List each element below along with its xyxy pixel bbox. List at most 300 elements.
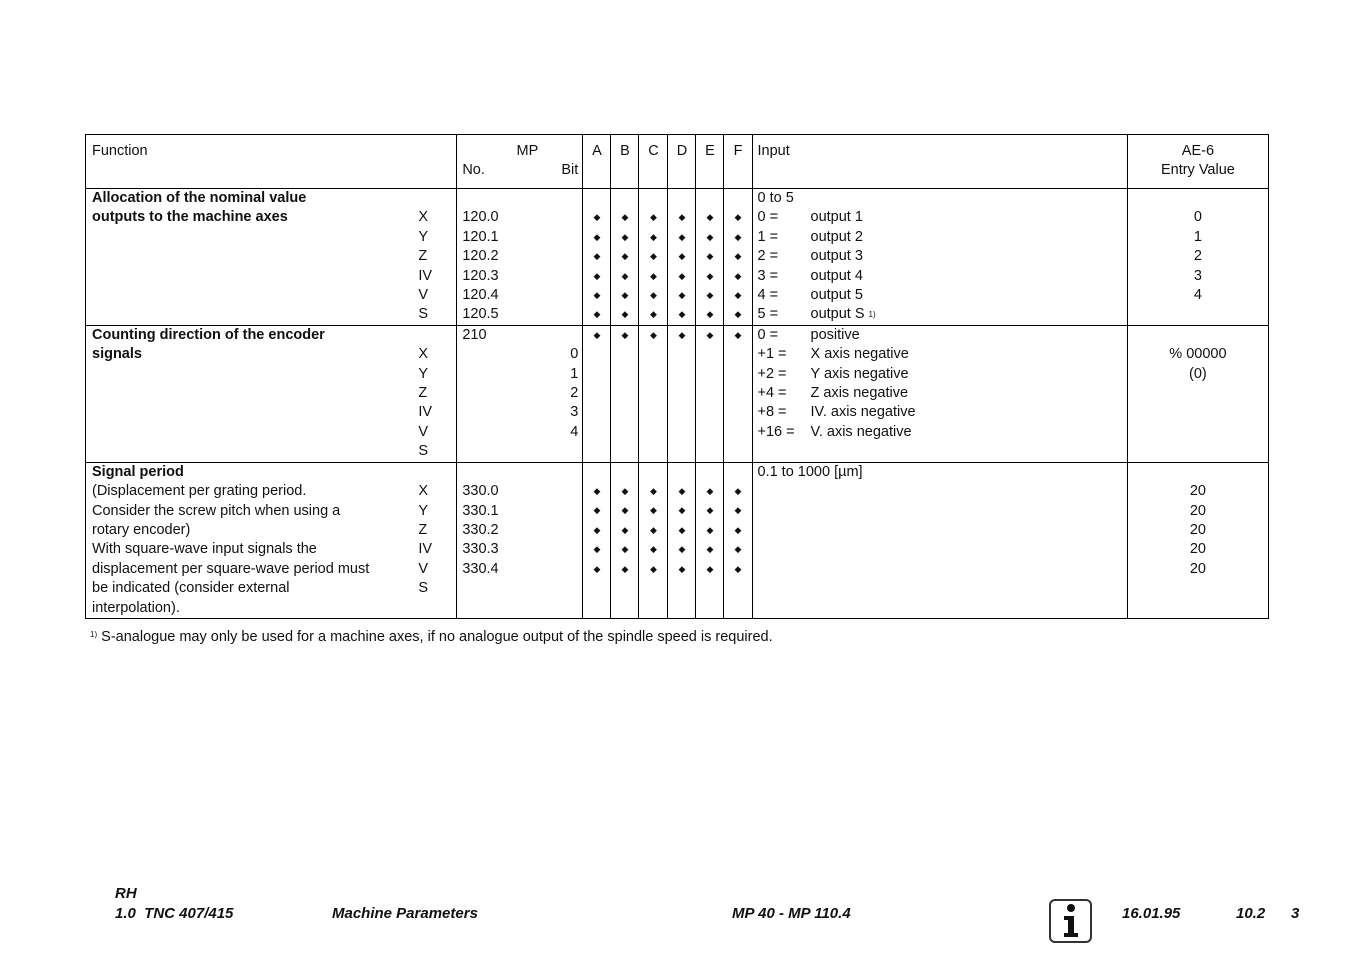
mp-number — [462, 365, 532, 384]
diamond-marker — [639, 442, 667, 461]
diamond-marker — [583, 345, 610, 364]
diamond-marker: ◆ — [621, 329, 629, 340]
diamond-marker — [639, 189, 667, 208]
entry-value: 0 — [1193, 209, 1202, 226]
diamond-marker — [724, 365, 751, 384]
diamond-marker: ◆ — [678, 231, 686, 242]
diamond-marker: ◆ — [593, 486, 601, 497]
diamond-marker — [583, 403, 610, 422]
diamond-marker: ◆ — [649, 486, 657, 497]
diamond-marker — [668, 463, 695, 482]
mp-number — [462, 579, 532, 598]
mp-bit: 1 — [570, 365, 579, 382]
table-row — [86, 325, 1269, 462]
col-e-cell — [696, 189, 724, 326]
col-c-cell — [639, 189, 668, 326]
entry-value: 20 — [1189, 483, 1206, 500]
diamond-marker: ◆ — [678, 289, 686, 300]
footer-chapter: 10.2 — [1236, 905, 1266, 922]
axis-column — [418, 463, 456, 618]
input-code — [758, 521, 811, 540]
mp-bit — [532, 560, 578, 579]
mp-number — [462, 403, 532, 422]
diamond-marker — [611, 463, 638, 482]
entry-value — [1128, 579, 1268, 598]
mp-number: 120.4 — [462, 287, 499, 304]
diamond-marker — [724, 442, 751, 461]
diamond-marker: ◆ — [678, 251, 686, 262]
mp-number: 120.5 — [462, 306, 499, 323]
header-mp-label: MP — [516, 143, 539, 159]
diamond-marker: ◆ — [621, 544, 629, 555]
entry-value-cell — [1127, 462, 1268, 618]
col-b-cell — [611, 462, 639, 618]
mp-bit — [532, 521, 578, 540]
diamond-marker: ◆ — [649, 505, 657, 516]
header-col-a: A — [583, 135, 611, 189]
diamond-marker: ◆ — [593, 524, 601, 535]
mp-bit — [532, 286, 578, 305]
mp-bit — [532, 502, 578, 521]
axis-label: X — [418, 483, 428, 500]
footer-section: Machine Parameters — [332, 905, 478, 922]
input-line — [758, 267, 1127, 286]
entry-value: 2 — [1193, 248, 1202, 265]
mp-bit: 4 — [570, 423, 579, 440]
mp-number — [462, 599, 532, 618]
diamond-marker: ◆ — [734, 309, 742, 320]
diamond-marker: ◆ — [706, 563, 714, 574]
diamond-marker: ◆ — [734, 231, 742, 242]
mp-line — [462, 599, 582, 618]
diamond-marker — [724, 423, 751, 442]
col-b-cell — [611, 189, 639, 326]
function-cell — [86, 462, 457, 618]
diamond-marker — [611, 442, 638, 461]
diamond-marker: ◆ — [706, 505, 714, 516]
footer-date: 16.01.95 — [1122, 905, 1181, 922]
diamond-marker — [611, 384, 638, 403]
diamond-marker: ◆ — [678, 563, 686, 574]
input-text: output S — [810, 306, 865, 323]
mp-number: 210 — [462, 326, 487, 343]
diamond-marker — [696, 189, 723, 208]
mp-line — [462, 521, 582, 540]
footer-author: RH — [115, 885, 137, 902]
col-d-cell — [668, 325, 696, 462]
diamond-marker — [583, 365, 610, 384]
diamond-marker — [639, 384, 667, 403]
mp-line — [462, 305, 582, 324]
mp-number: 120.3 — [462, 267, 499, 284]
input-code: 1 = — [757, 228, 779, 245]
axis-label: IV — [418, 267, 433, 284]
mp-number: 120.1 — [462, 228, 499, 245]
function-text — [92, 189, 418, 325]
diamond-marker: ◆ — [706, 524, 714, 535]
mp-line — [462, 267, 582, 286]
axis-label: Y — [418, 502, 428, 519]
input-range: 0 to 5 — [757, 190, 794, 206]
diamond-marker: ◆ — [621, 251, 629, 262]
input-line — [758, 326, 1127, 345]
diamond-marker — [639, 345, 667, 364]
col-d-cell — [668, 462, 696, 618]
axis-label — [418, 326, 456, 345]
input-range: 0.1 to 1000 [µm] — [757, 463, 863, 480]
diamond-marker: ◆ — [734, 563, 742, 574]
input-code — [758, 560, 811, 579]
mp-line — [462, 463, 582, 482]
diamond-marker: ◆ — [649, 329, 657, 340]
diamond-marker: ◆ — [734, 524, 742, 535]
diamond-marker: ◆ — [593, 309, 601, 320]
mp-number: 120.0 — [462, 209, 499, 226]
input-text: Z axis negative — [810, 385, 909, 402]
mp-line — [462, 560, 582, 579]
diamond-marker: ◆ — [593, 544, 601, 555]
diamond-marker: ◆ — [734, 270, 742, 281]
footnote — [90, 629, 773, 645]
diamond-marker — [583, 442, 610, 461]
input-text: output 3 — [810, 248, 863, 265]
axis-label: S — [418, 580, 428, 597]
entry-value: 20 — [1189, 560, 1206, 577]
col-e-cell — [696, 325, 724, 462]
mp-number — [462, 345, 532, 364]
input-cell — [752, 462, 1127, 618]
input-text: output 2 — [810, 228, 863, 245]
diamond-marker: ◆ — [593, 231, 601, 242]
axis-label: IV — [418, 541, 433, 558]
diamond-marker — [611, 598, 638, 617]
diamond-marker — [724, 463, 751, 482]
diamond-marker — [639, 598, 667, 617]
mp-bit — [532, 442, 578, 461]
axis-label: Z — [418, 521, 428, 538]
diamond-marker — [668, 365, 695, 384]
diamond-marker: ◆ — [649, 270, 657, 281]
function-title-line: Allocation of the nominal value — [92, 190, 307, 206]
diamond-marker — [668, 403, 695, 422]
diamond-marker: ◆ — [621, 212, 629, 223]
diamond-marker: ◆ — [621, 486, 629, 497]
diamond-marker — [724, 598, 751, 617]
mp-bit: 3 — [570, 404, 579, 421]
mp-line — [462, 326, 582, 345]
entry-value: 20 — [1189, 502, 1206, 519]
diamond-marker — [639, 423, 667, 442]
input-code: +4 = — [757, 385, 787, 402]
diamond-marker — [668, 345, 695, 364]
axis-label: V — [418, 560, 428, 577]
mp-number — [462, 384, 532, 403]
diamond-marker: ◆ — [678, 309, 686, 320]
header-mp-bit: Bit — [561, 162, 579, 179]
input-line — [758, 540, 1127, 559]
entry-value — [1128, 305, 1268, 324]
input-line — [758, 579, 1127, 598]
input-text: output 5 — [810, 287, 863, 304]
col-f-cell — [724, 325, 752, 462]
mp-line — [462, 442, 582, 461]
diamond-marker: ◆ — [706, 544, 714, 555]
footer-range: MP 40 - MP 110.4 — [732, 905, 851, 922]
mp-bit — [532, 189, 578, 208]
diamond-marker: ◆ — [593, 270, 601, 281]
function-desc-line: interpolation). — [92, 599, 180, 616]
mp-cell — [457, 189, 583, 326]
entry-value: 20 — [1189, 521, 1206, 538]
function-text — [92, 463, 418, 618]
diamond-marker — [611, 365, 638, 384]
diamond-marker: ◆ — [678, 505, 686, 516]
diamond-marker — [668, 579, 695, 598]
mp-line — [462, 247, 582, 266]
header-function-label: Function — [92, 143, 148, 159]
entry-value: 1 — [1193, 228, 1202, 245]
mp-line — [462, 286, 582, 305]
mp-bit — [532, 579, 578, 598]
diamond-marker: ◆ — [734, 251, 742, 262]
mp-line — [462, 228, 582, 247]
diamond-marker — [724, 384, 751, 403]
diamond-marker: ◆ — [678, 212, 686, 223]
diamond-marker: ◆ — [621, 270, 629, 281]
col-b-cell — [611, 325, 639, 462]
axis-label: V — [418, 287, 428, 304]
function-desc-line: rotary encoder) — [92, 521, 191, 538]
diamond-marker: ◆ — [621, 505, 629, 516]
diamond-marker — [639, 365, 667, 384]
diamond-marker: ◆ — [678, 270, 686, 281]
input-code — [758, 442, 811, 461]
mp-line — [462, 502, 582, 521]
col-c-cell — [639, 462, 668, 618]
input-line — [758, 345, 1127, 364]
entry-value — [1128, 599, 1268, 618]
mp-number: 330.3 — [462, 541, 499, 558]
input-line — [758, 482, 1127, 501]
diamond-marker — [639, 579, 667, 598]
mp-bit — [532, 482, 578, 501]
diamond-marker: ◆ — [734, 212, 742, 223]
diamond-marker: ◆ — [734, 486, 742, 497]
diamond-marker: ◆ — [678, 329, 686, 340]
mp-bit — [532, 228, 578, 247]
entry-value — [1128, 423, 1268, 442]
mp-bit — [532, 247, 578, 266]
diamond-marker — [639, 463, 667, 482]
diamond-marker — [696, 442, 723, 461]
input-line — [758, 423, 1127, 442]
entry-value — [1128, 189, 1268, 208]
diamond-marker — [696, 345, 723, 364]
function-wrap — [92, 463, 456, 618]
input-code: +16 = — [757, 423, 795, 440]
input-text: output 4 — [810, 267, 863, 284]
footer-page: 3 — [1291, 905, 1300, 922]
header-col-e: E — [696, 135, 724, 189]
info-glyph — [1060, 903, 1082, 939]
table-row — [86, 462, 1269, 618]
diamond-marker: ◆ — [649, 289, 657, 300]
input-text: IV. axis negative — [810, 404, 916, 421]
mp-line — [462, 189, 582, 208]
diamond-marker — [696, 598, 723, 617]
diamond-marker — [696, 403, 723, 422]
diamond-marker: ◆ — [706, 212, 714, 223]
input-line — [758, 442, 1127, 461]
mp-line — [462, 365, 582, 384]
input-code: +1 = — [757, 346, 787, 363]
diamond-marker — [724, 189, 751, 208]
input-line — [758, 521, 1127, 540]
col-d-cell — [668, 189, 696, 326]
axis-label: Z — [418, 248, 428, 265]
diamond-marker — [668, 189, 695, 208]
header-mp-no: No. — [462, 162, 485, 179]
function-title-line: signals — [92, 346, 142, 363]
diamond-marker: ◆ — [649, 563, 657, 574]
diamond-marker: ◆ — [621, 231, 629, 242]
mp-cell — [457, 325, 583, 462]
diamond-marker: ◆ — [734, 289, 742, 300]
diamond-marker: ◆ — [593, 329, 601, 340]
diamond-marker: ◆ — [734, 544, 742, 555]
mp-line — [462, 208, 582, 227]
machine-parameter-table — [85, 134, 1269, 619]
diamond-marker: ◆ — [678, 544, 686, 555]
axis-label: Y — [418, 228, 428, 245]
function-desc-line: Consider the screw pitch when using a — [92, 502, 341, 519]
input-code: 3 = — [757, 267, 779, 284]
axis-label: Y — [418, 365, 428, 382]
mp-number — [462, 189, 532, 208]
mp-number: 330.2 — [462, 521, 499, 538]
diamond-marker — [583, 384, 610, 403]
input-code: 2 = — [757, 248, 779, 265]
axis-label: X — [418, 209, 428, 226]
input-cell — [752, 325, 1127, 462]
input-text: X axis negative — [810, 346, 909, 363]
entry-value — [1128, 442, 1268, 461]
header-mp-sub — [462, 161, 582, 180]
diamond-marker: ◆ — [706, 251, 714, 262]
diamond-marker: ◆ — [706, 270, 714, 281]
entry-value-cell — [1127, 189, 1268, 326]
mp-number: 330.0 — [462, 483, 499, 500]
diamond-marker — [668, 384, 695, 403]
input-line — [758, 286, 1127, 305]
table-header-row — [86, 135, 1269, 189]
diamond-marker — [724, 403, 751, 422]
diamond-marker: ◆ — [593, 505, 601, 516]
header-col-c: C — [639, 135, 668, 189]
input-code: 0 = — [757, 326, 779, 343]
col-e-cell — [696, 462, 724, 618]
diamond-marker — [724, 579, 751, 598]
input-code — [758, 540, 811, 559]
diamond-marker — [611, 189, 638, 208]
input-code — [758, 579, 811, 598]
diamond-marker: ◆ — [706, 309, 714, 320]
mp-number — [462, 442, 532, 461]
input-line — [758, 599, 1127, 618]
axis-column — [418, 189, 456, 325]
diamond-marker — [696, 365, 723, 384]
input-line — [758, 305, 1127, 324]
diamond-marker: ◆ — [649, 251, 657, 262]
axis-label: S — [418, 306, 428, 323]
function-title-line: outputs to the machine axes — [92, 209, 288, 226]
input-line — [758, 228, 1127, 247]
diamond-marker — [611, 403, 638, 422]
mp-line — [462, 540, 582, 559]
header-entry-value: Entry Value — [1160, 162, 1235, 179]
axis-label: S — [418, 443, 428, 460]
mp-bit — [532, 305, 578, 324]
header-col-f: F — [724, 135, 752, 189]
header-col-b: B — [611, 135, 639, 189]
diamond-marker — [611, 423, 638, 442]
axis-label: X — [418, 346, 428, 363]
input-cell — [752, 189, 1127, 326]
input-code: +2 = — [757, 365, 787, 382]
diamond-marker — [583, 423, 610, 442]
diamond-marker: ◆ — [621, 289, 629, 300]
mp-bit — [532, 463, 578, 482]
axis-column — [418, 326, 456, 462]
function-desc-line: With square-wave input signals the — [92, 541, 317, 558]
input-code: 5 = — [757, 306, 779, 323]
input-code — [758, 599, 811, 618]
diamond-marker — [696, 384, 723, 403]
input-line — [758, 502, 1127, 521]
diamond-marker: ◆ — [649, 212, 657, 223]
entry-value — [1128, 403, 1268, 422]
diamond-marker — [724, 345, 751, 364]
input-text: positive — [810, 326, 860, 343]
function-wrap — [92, 189, 456, 325]
mp-bit — [532, 599, 578, 618]
header-mp — [457, 135, 583, 189]
mp-number — [462, 463, 532, 482]
input-line — [758, 247, 1127, 266]
diamond-marker — [668, 423, 695, 442]
mp-bit — [532, 540, 578, 559]
diamond-marker: ◆ — [593, 289, 601, 300]
col-f-cell — [724, 462, 752, 618]
footnote-mark: 1) — [90, 630, 98, 639]
header-col-d: D — [668, 135, 696, 189]
mp-line — [462, 579, 582, 598]
mp-number: 330.1 — [462, 502, 499, 519]
axis-label: IV — [418, 404, 433, 421]
mp-line — [462, 482, 582, 501]
input-footnote-mark: 1) — [868, 310, 876, 320]
mp-bit — [532, 326, 578, 345]
input-code — [758, 502, 811, 521]
diamond-marker — [696, 579, 723, 598]
axis-label: V — [418, 423, 428, 440]
diamond-marker — [583, 598, 610, 617]
diamond-marker: ◆ — [593, 212, 601, 223]
input-code — [758, 482, 811, 501]
input-line — [758, 365, 1127, 384]
mp-bit — [532, 267, 578, 286]
input-line — [758, 189, 1127, 208]
